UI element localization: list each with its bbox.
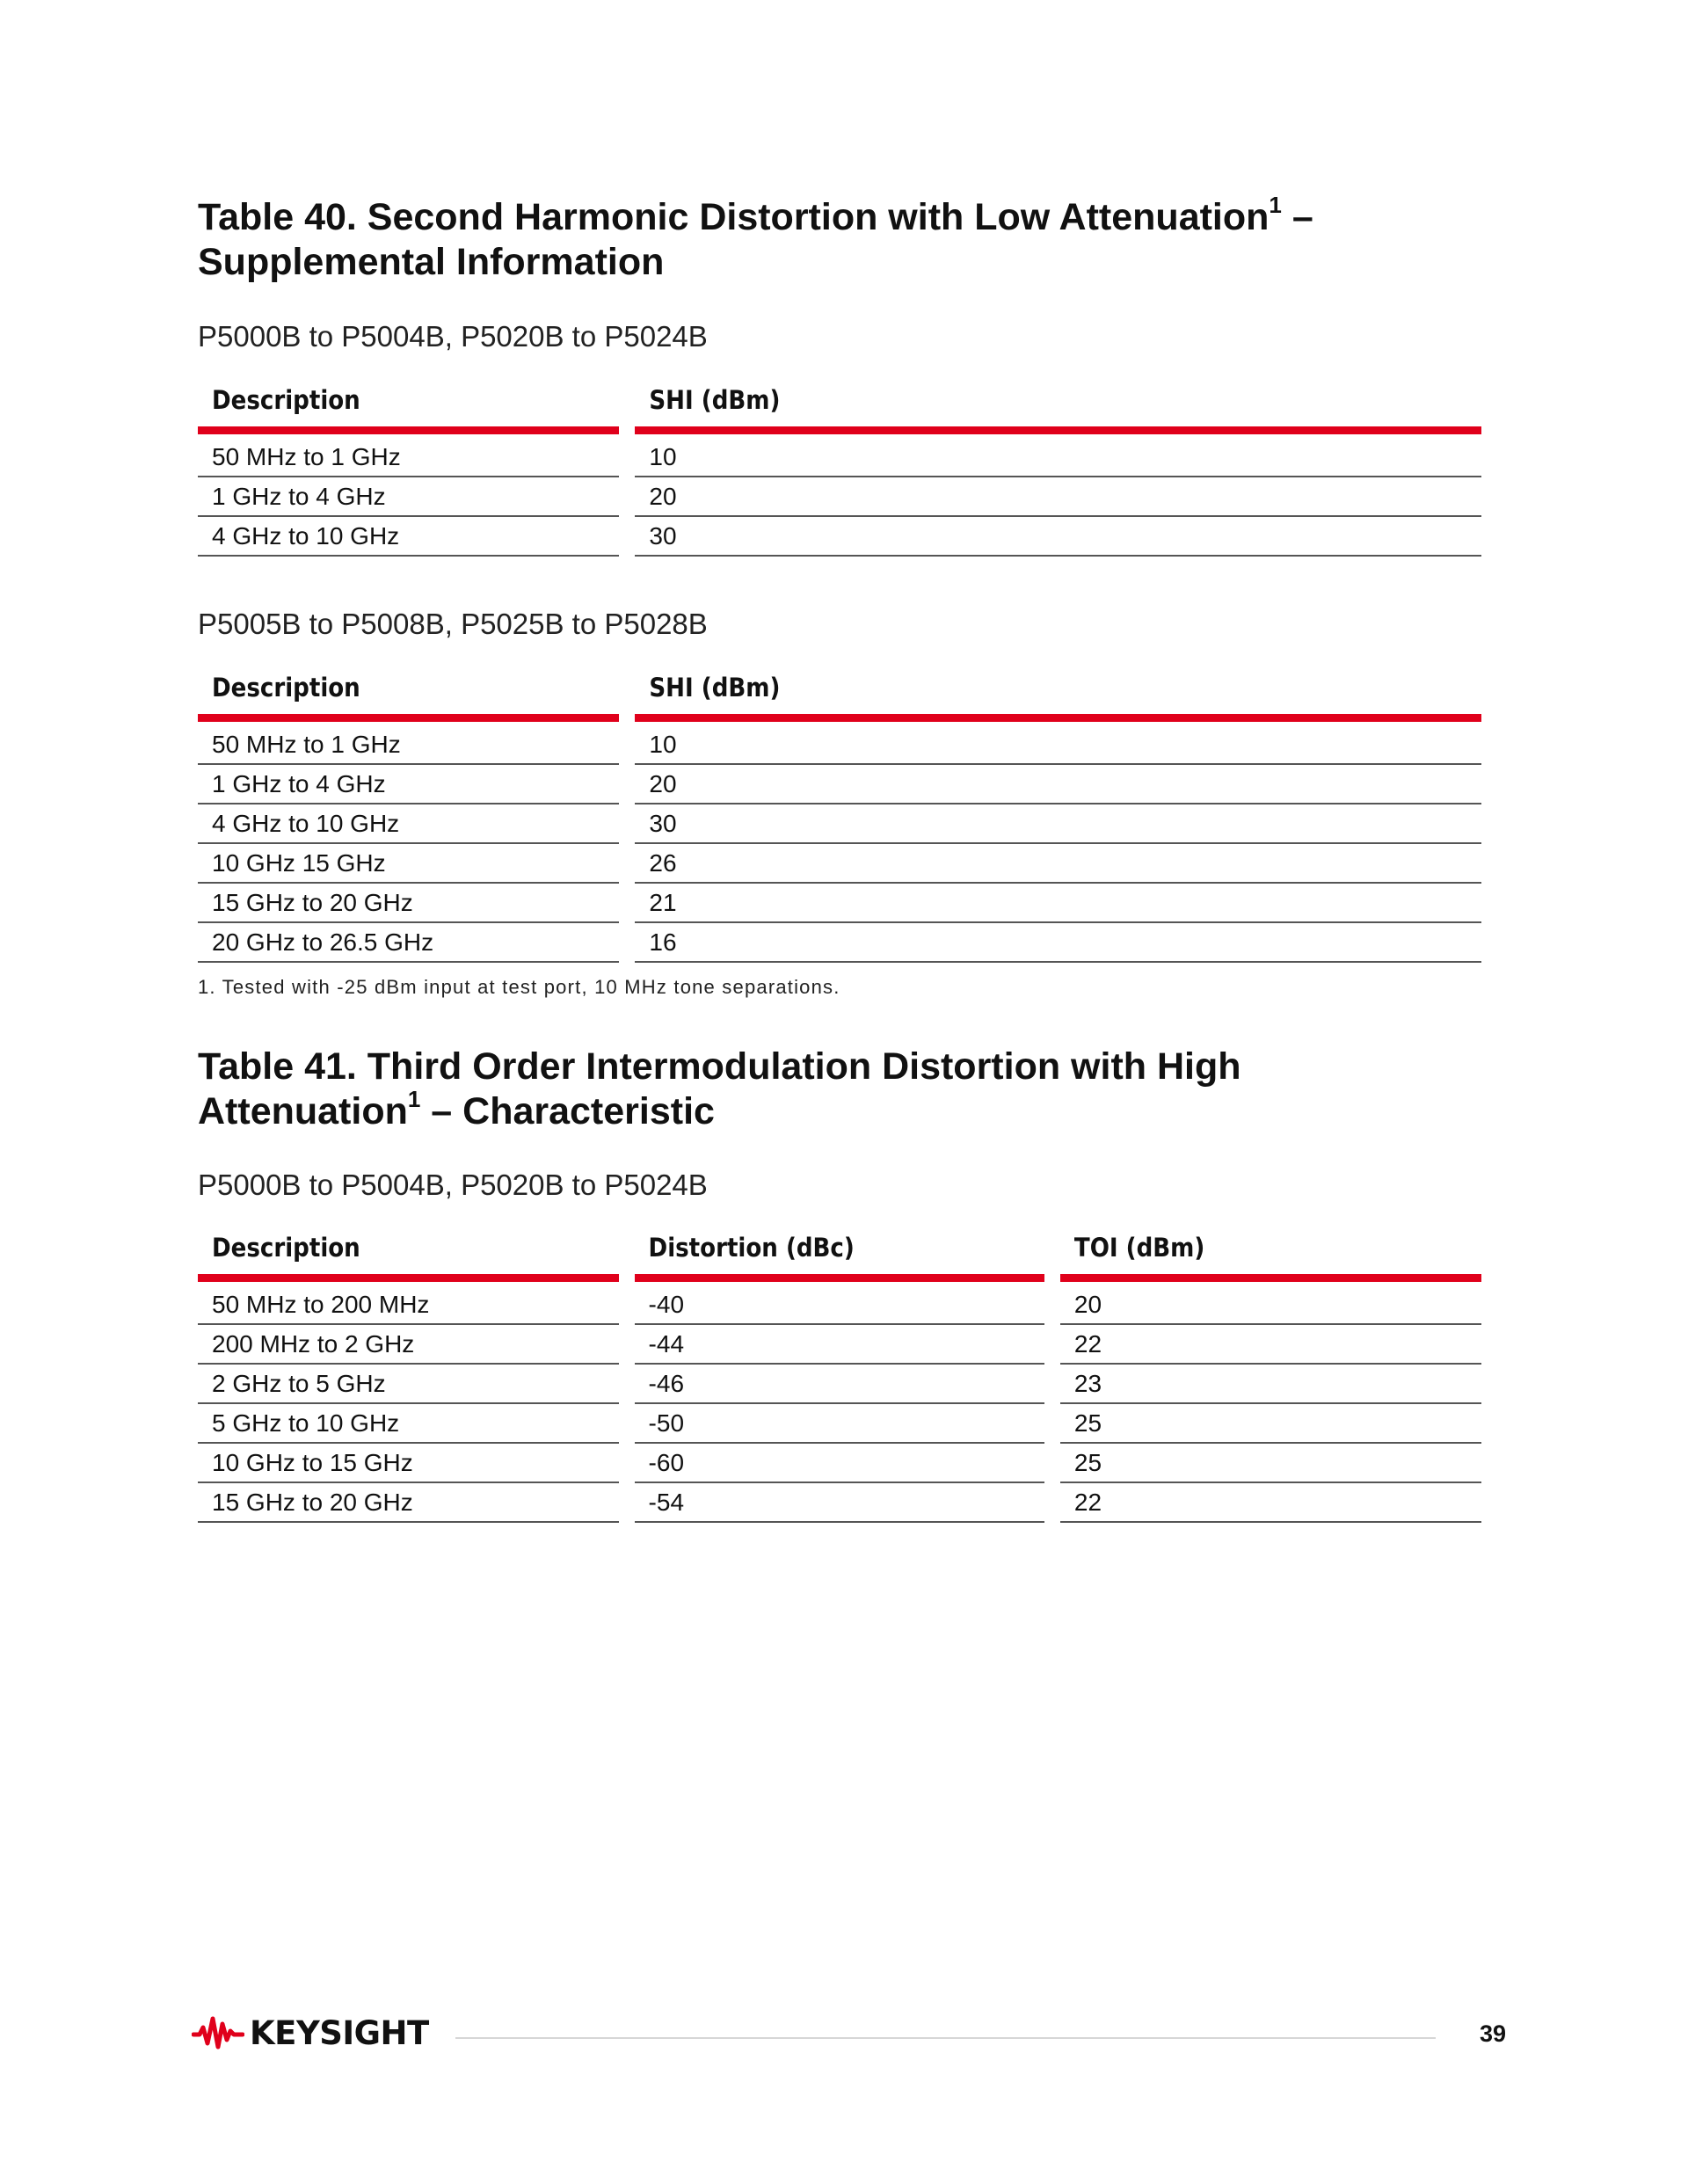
footnote-ref: 1 xyxy=(407,1085,421,1112)
table-40-group-2 xyxy=(182,661,1497,963)
footnote-ref: 1 xyxy=(1269,191,1282,218)
table-row xyxy=(198,884,1481,923)
column-header-distortion: Distortion (dBc) xyxy=(635,1221,1044,1282)
table-row xyxy=(198,1404,1481,1444)
keysight-wave-icon xyxy=(192,2013,244,2052)
cell-description: 15 GHz to 20 GHz xyxy=(198,884,619,923)
column-header-description: Description xyxy=(198,661,619,722)
cell-distortion: -46 xyxy=(635,1365,1044,1404)
table-header-row xyxy=(198,374,1481,434)
table-row xyxy=(198,1282,1481,1325)
table-row xyxy=(198,434,1481,477)
cell-description: 50 MHz to 200 MHz xyxy=(198,1282,619,1325)
table-row xyxy=(198,1325,1481,1365)
table-row xyxy=(198,722,1481,765)
table-41-title-line1: Table 41. Third Order Intermodulation Distortion with High xyxy=(198,1045,1241,1088)
cell-shi: 10 xyxy=(635,434,1481,477)
table-40-title-text: Table 40. Second Harmonic Distortion with Low Attenuation xyxy=(198,196,1270,238)
column-header-toi: TOI (dBm) xyxy=(1060,1221,1481,1282)
cell-description: 50 MHz to 1 GHz xyxy=(198,434,619,477)
cell-description: 1 GHz to 4 GHz xyxy=(198,477,619,517)
cell-description: 5 GHz to 10 GHz xyxy=(198,1404,619,1444)
cell-shi: 26 xyxy=(635,844,1481,884)
cell-description: 200 MHz to 2 GHz xyxy=(198,1325,619,1365)
cell-description: 4 GHz to 10 GHz xyxy=(198,517,619,557)
cell-shi: 10 xyxy=(635,722,1481,765)
cell-description: 15 GHz to 20 GHz xyxy=(198,1483,619,1523)
cell-description: 2 GHz to 5 GHz xyxy=(198,1365,619,1404)
cell-toi: 20 xyxy=(1060,1282,1481,1325)
column-header-description: Description xyxy=(198,1221,619,1282)
table-row xyxy=(198,517,1481,557)
table-40-group-1 xyxy=(182,374,1497,557)
table-header-row xyxy=(198,661,1481,722)
cell-toi: 22 xyxy=(1060,1325,1481,1365)
cell-distortion: -60 xyxy=(635,1444,1044,1483)
table-40-footnote: 1. Tested with -25 dBm input at test port, 10 MHz tone separations. xyxy=(198,976,840,998)
table-41-title xyxy=(198,1045,1481,1134)
cell-shi: 16 xyxy=(635,923,1481,963)
cell-shi: 20 xyxy=(635,765,1481,804)
cell-distortion: -44 xyxy=(635,1325,1044,1365)
cell-toi: 25 xyxy=(1060,1404,1481,1444)
cell-shi: 20 xyxy=(635,477,1481,517)
table-row xyxy=(198,923,1481,963)
cell-description: 50 MHz to 1 GHz xyxy=(198,722,619,765)
cell-toi: 25 xyxy=(1060,1444,1481,1483)
table-row xyxy=(198,1365,1481,1404)
cell-shi: 21 xyxy=(635,884,1481,923)
cell-description: 10 GHz 15 GHz xyxy=(198,844,619,884)
cell-toi: 23 xyxy=(1060,1365,1481,1404)
table-row xyxy=(198,477,1481,517)
cell-shi: 30 xyxy=(635,517,1481,557)
logo-text: KEYSIGHT xyxy=(250,2013,429,2052)
table-41-title-suffix: – Characteristic xyxy=(420,1090,715,1132)
column-header-shi: SHI (dBm) xyxy=(635,374,1481,434)
column-header-description: Description xyxy=(198,374,619,434)
cell-description: 10 GHz to 15 GHz xyxy=(198,1444,619,1483)
keysight-logo xyxy=(192,2013,429,2052)
cell-description: 20 GHz to 26.5 GHz xyxy=(198,923,619,963)
page-footer xyxy=(192,2012,1510,2056)
table-row xyxy=(198,844,1481,884)
cell-shi: 30 xyxy=(635,804,1481,844)
cell-toi: 22 xyxy=(1060,1483,1481,1523)
cell-description: 1 GHz to 4 GHz xyxy=(198,765,619,804)
footer-divider xyxy=(455,2037,1436,2039)
table-40-title-line2: Supplemental Information xyxy=(198,241,665,283)
table-41-subtitle: P5000B to P5004B, P5020B to P5024B xyxy=(198,1168,708,1201)
table-41 xyxy=(182,1221,1497,1523)
column-header-shi: SHI (dBm) xyxy=(635,661,1481,722)
table-40-group-2-subtitle: P5005B to P5008B, P5025B to P5028B xyxy=(198,608,708,640)
table-row xyxy=(198,765,1481,804)
table-40-title xyxy=(198,191,1481,285)
cell-distortion: -50 xyxy=(635,1404,1044,1444)
table-row xyxy=(198,1483,1481,1523)
table-40-group-1-subtitle: P5000B to P5004B, P5020B to P5024B xyxy=(198,320,708,353)
table-41-title-text: Attenuation xyxy=(198,1090,408,1132)
page-number: 39 xyxy=(1480,2020,1507,2047)
cell-distortion: -40 xyxy=(635,1282,1044,1325)
table-40-title-dash: – xyxy=(1281,196,1313,238)
cell-distortion: -54 xyxy=(635,1483,1044,1523)
cell-description: 4 GHz to 10 GHz xyxy=(198,804,619,844)
table-row xyxy=(198,1444,1481,1483)
table-row xyxy=(198,804,1481,844)
table-header-row xyxy=(198,1221,1481,1282)
